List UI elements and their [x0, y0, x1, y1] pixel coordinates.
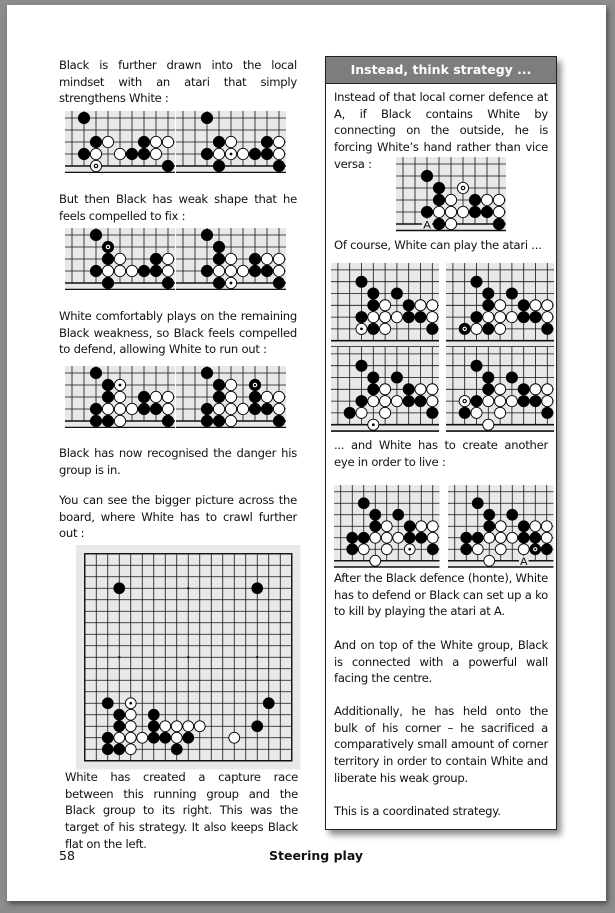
left-para-5: You can see the bigger picture across the board, where White has to crawl further out :: [59, 493, 297, 541]
go-diagram-1b: [176, 111, 286, 173]
go-diagram-s3a: [331, 347, 439, 432]
book-page: [7, 5, 606, 901]
go-diagram-s3b: [446, 347, 554, 432]
running-footer-title: Steering play: [269, 848, 364, 863]
sidebar-para-7: This is a coordinated strategy.: [334, 804, 501, 818]
go-diagram-3b: [176, 366, 286, 428]
page-number: 58: [59, 848, 75, 863]
sidebar-title: Instead, think strategy ...: [326, 57, 556, 84]
go-diagram-s1: [396, 157, 506, 235]
strategy-sidebar: [325, 56, 557, 830]
left-para-6: White has created a capture race between this running group and the Black group to its right. This was the target of his strategy. It also keeps Black flat on the left.: [65, 770, 298, 851]
sidebar-para-5: And on top of the White group, Black is connected with a powerful wall facing the centre.: [334, 638, 548, 686]
go-diagram-2b: [176, 228, 286, 290]
go-diagram-2a: [65, 228, 175, 290]
left-para-2: But then Black has weak shape that he feels compelled to fix :: [59, 192, 297, 223]
go-diagram-s2a: [331, 263, 439, 348]
left-para-3: White comfortably plays on the remaining Black weakness, so Black feels compelled to defend, allowing White to run out :: [59, 309, 297, 357]
go-diagram-3a: [65, 366, 175, 428]
go-diagram-s4b: [448, 485, 554, 572]
left-para-1: Black is further drawn into the local mindset with an atari that simply strengthens White :: [59, 58, 297, 106]
sidebar-para-6: Additionally, he has held onto the bulk of his corner – he sacrificed a comparatively small amount of corner territory in order to contain White and liberate his weak group.: [334, 704, 548, 785]
sidebar-para-1: Instead of that local corner defence at A, if Black contains White by connecting on the outside, he is forcing White’s hand rather than vice versa :: [334, 90, 548, 171]
left-para-4: Black has now recognised the danger his group is in.: [59, 446, 297, 477]
svg-text:A: A: [520, 556, 528, 569]
svg-text:A: A: [423, 219, 431, 232]
sidebar-para-2: Of course, White can play the atari ...: [334, 238, 542, 252]
go-diagram-1a: [65, 111, 175, 173]
sidebar-para-3: ... and White has to create another eye in order to live :: [334, 438, 548, 469]
go-diagram-s2b: [446, 263, 554, 348]
go-diagram-full-board: [76, 545, 301, 770]
sidebar-para-4: After the Black defence (honte), White has to defend or Black can set up a ko to kill by playing the atari at A.: [334, 571, 548, 619]
go-diagram-s4a: [334, 485, 440, 568]
